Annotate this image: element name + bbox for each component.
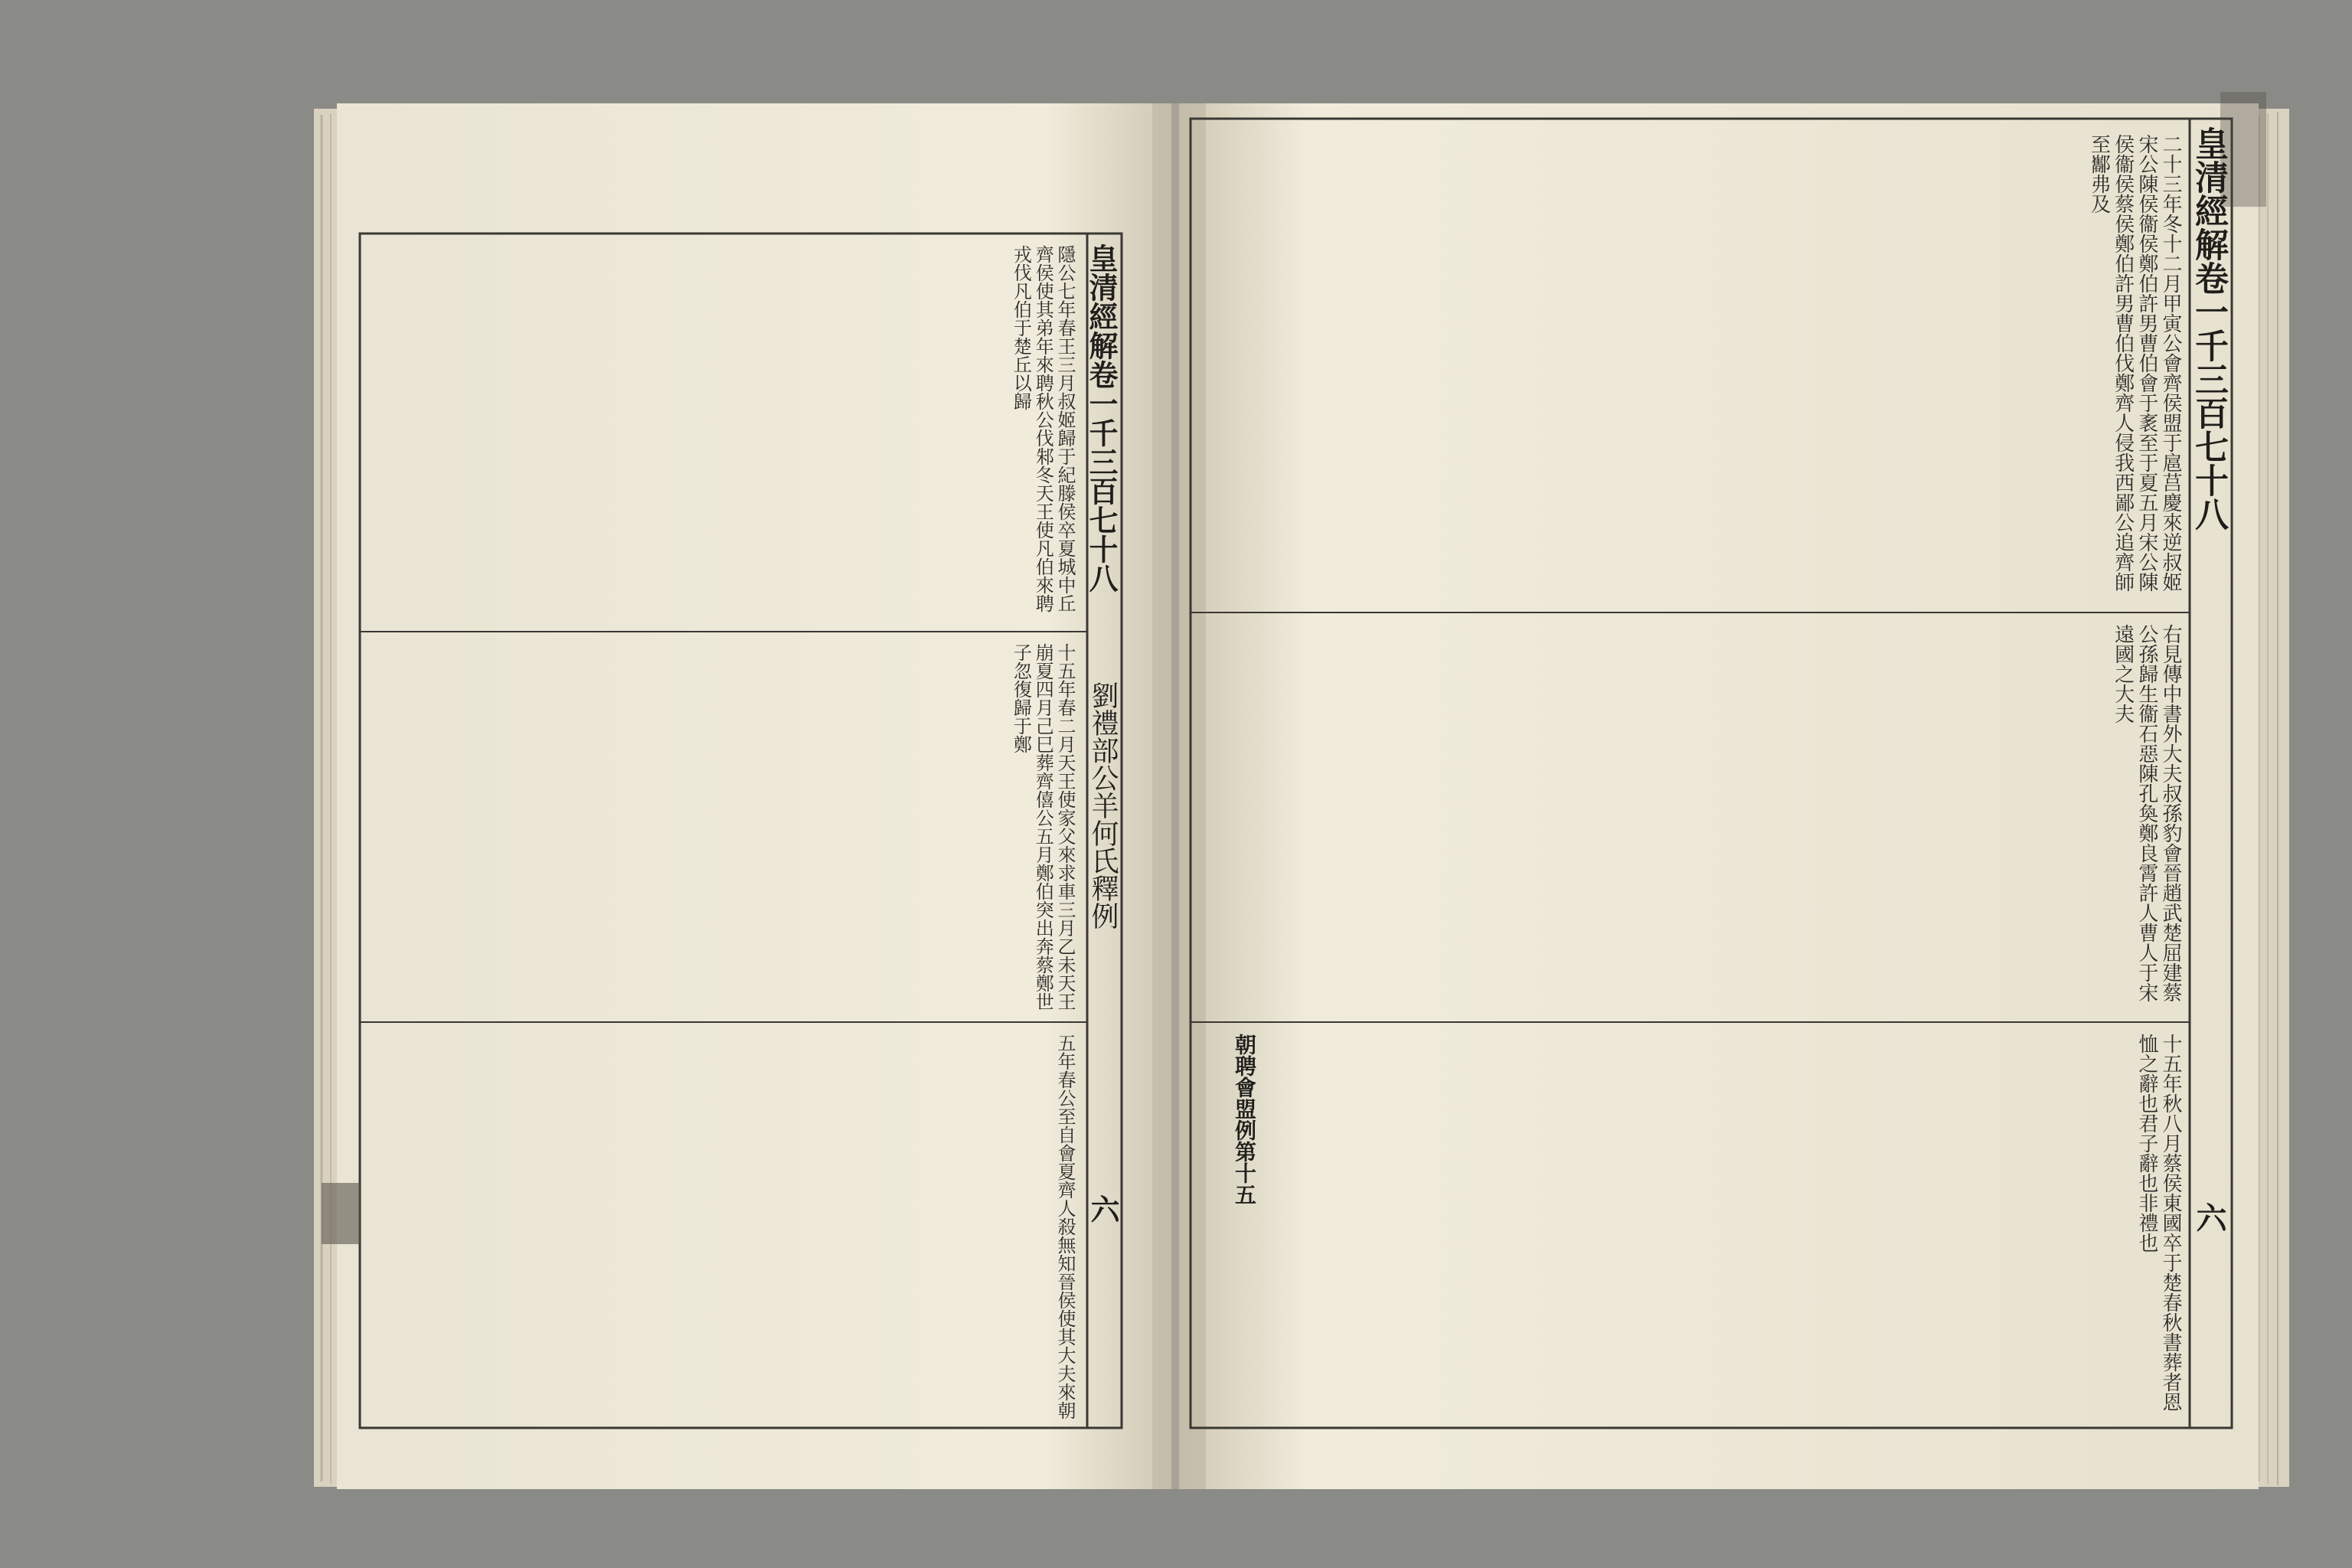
- right-page-upper-text: 二十三年冬十二月甲寅公會齊侯盟于扈莒慶來逆叔姬宋公陳侯衞侯鄭伯許男曹伯會于袲至于夏五月宋公陳侯衞侯蔡侯鄭伯許男曹伯伐鄭齊人侵我西鄙公追齊師至酅弗及: [2087, 134, 2182, 592]
- right-page-number: 六: [2191, 1202, 2227, 1233]
- right-volume-title: 皇清經解卷一千三百七十八: [2189, 126, 2228, 531]
- left-page-middle-text: 十五年春二月天王使家父來求車三月乙未天王崩夏四月己巳葬齊僖公五月鄭伯突出奔蔡鄭世子忽復歸于鄭: [1010, 643, 1076, 1011]
- gutter-shadow: [1152, 103, 1206, 1489]
- left-page-lower-text: 五年春公至自會夏齊人殺無知晉侯使其大夫來朝: [1054, 1034, 1076, 1419]
- left-page-upper-text: 隱公七年春王三月叔姬歸于紀滕侯卒夏城中丘齊侯使其弟年來聘秋公伐邾冬天王使凡伯來聘戎伐凡伯于楚丘以歸: [1010, 245, 1076, 612]
- left-volume-title: 皇清經解卷一千三百七十八: [1084, 243, 1119, 593]
- right-page-middle-text: 右見傳中書外大夫叔孫豹會晉趙武楚屈建蔡公孫歸生衞石惡陳孔奐鄭良霄許人曹人于宋遠國之大夫: [2111, 624, 2182, 1002]
- left-edge-mark: [322, 1183, 360, 1244]
- left-author-line: 劉禮部公羊何氏釋例: [1087, 681, 1119, 929]
- right-section-heading: 朝聘會盟例第十五: [1232, 1034, 1257, 1205]
- right-page-lower-text: 十五年秋八月蔡侯東國卒于楚春秋書葬者恩恤之辭也君子辭也非禮也: [2135, 1034, 2182, 1412]
- left-page-number: 六: [1086, 1194, 1120, 1223]
